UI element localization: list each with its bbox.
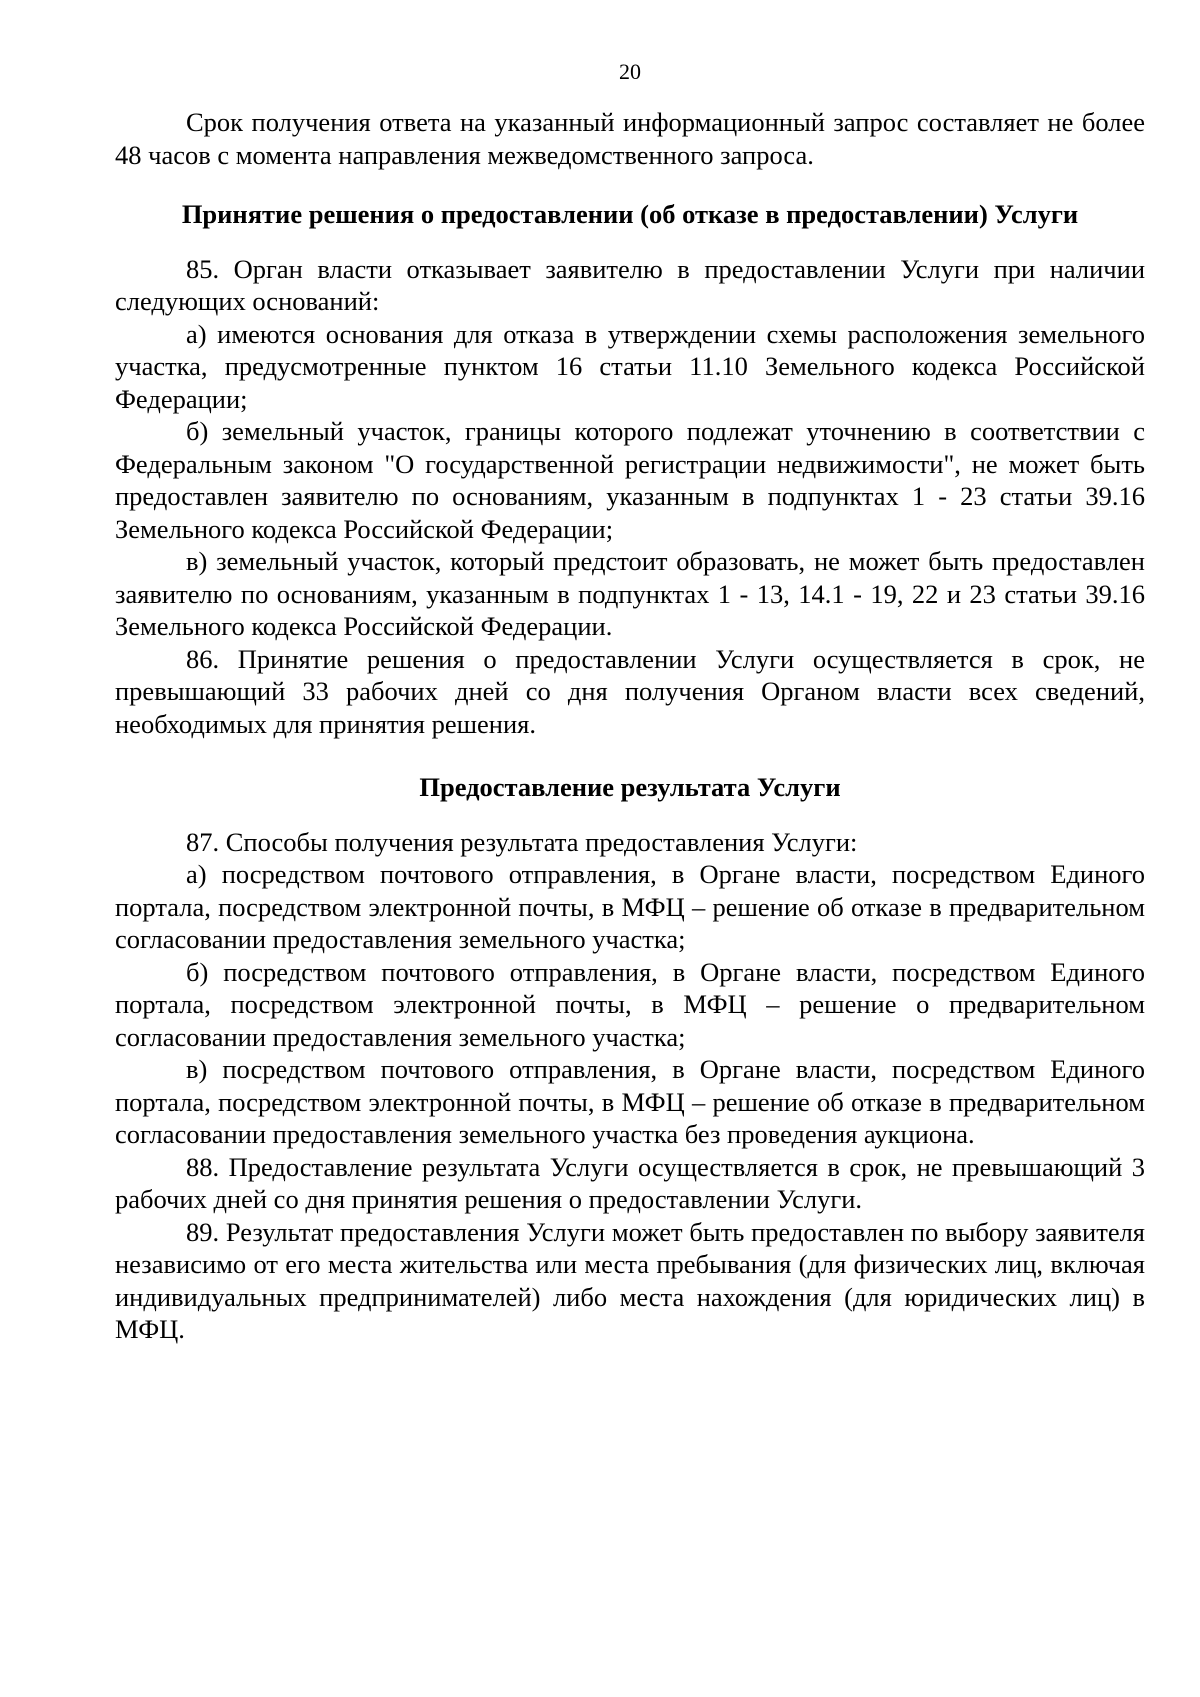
section-heading-decision: Принятие решения о предоставлении (об отказе в предоставлении) Услуги [181,199,1079,229]
paragraph-85-b: б) земельный участок, границы которого подлежат уточнению в соответствии с Федеральным законом "О государственной регистрации недвижимости", не может быть предоставлен заявителю по основаниям, указанным в подпунктах 1 - 23 статьи 39.16 Земельного кодекса Российской Федерации; [115,416,1145,544]
paragraph-86: 86. Принятие решения о предоставлении Услуги осуществляется в срок, не превышающий 33 рабочих дней со дня получения Органом власти всех сведений, необходимых для принятия решения. [115,643,1145,739]
paragraph-85-a: а) имеются основания для отказа в утверждении схемы расположения земельного участка, предусмотренные пунктом 16 статьи 11.10 Земельного кодекса Российской Федерации; [115,318,1145,414]
paragraph-89: 89. Результат предоставления Услуги может быть предоставлен по выбору заявителя независимо от его места жительства или места пребывания (для физических лиц, включая индивидуальных предпринимателей) либо места нахождения (для юридических лиц) в МФЦ. [115,1216,1145,1344]
paragraph-87-v: в) посредством почтового отправления, в Органе власти, посредством Единого портала, посредством электронной почты, в МФЦ – решение об отказе в предварительном согласовании предоставления земельного участка без проведения аукциона. [115,1054,1145,1149]
paragraph-88: 88. Предоставление результата Услуги осуществляется в срок, не превышающий 3 рабочих дней со дня принятия решения о предоставлении Услуги. [115,1151,1145,1214]
document-page [115,60,1145,1346]
page-number: 20 [619,59,641,84]
paragraph-85-v: в) земельный участок, который предстоит образовать, не может быть предоставлен заявителю по основаниям, указанным в подпунктах 1 - 13, 14.1 - 19, 22 и 23 статьи 39.16 Земельного кодекса Российской Федерации. [115,546,1145,641]
paragraph-response-deadline: Срок получения ответа на указанный информационный запрос составляет не более 48 часов с момента направления межведомственного запроса. [115,107,1145,170]
paragraph-85: 85. Орган власти отказывает заявителю в предоставлении Услуги при наличии следующих оснований: [115,253,1145,316]
paragraph-87-a: а) посредством почтового отправления, в Органе власти, посредством Единого портала, посредством электронной почты, в МФЦ – решение об отказе в предварительном согласовании предоставления земельного участка; [115,859,1145,954]
section-heading-result: Предоставление результата Услуги [419,772,841,802]
paragraph-87: 87. Способы получения результата предоставления Услуги: [186,826,858,857]
paragraph-87-b: б) посредством почтового отправления, в Органе власти, посредством Единого портала, посредством электронной почты, в МФЦ – решение о предварительном согласовании предоставления земельного участка; [115,956,1145,1052]
